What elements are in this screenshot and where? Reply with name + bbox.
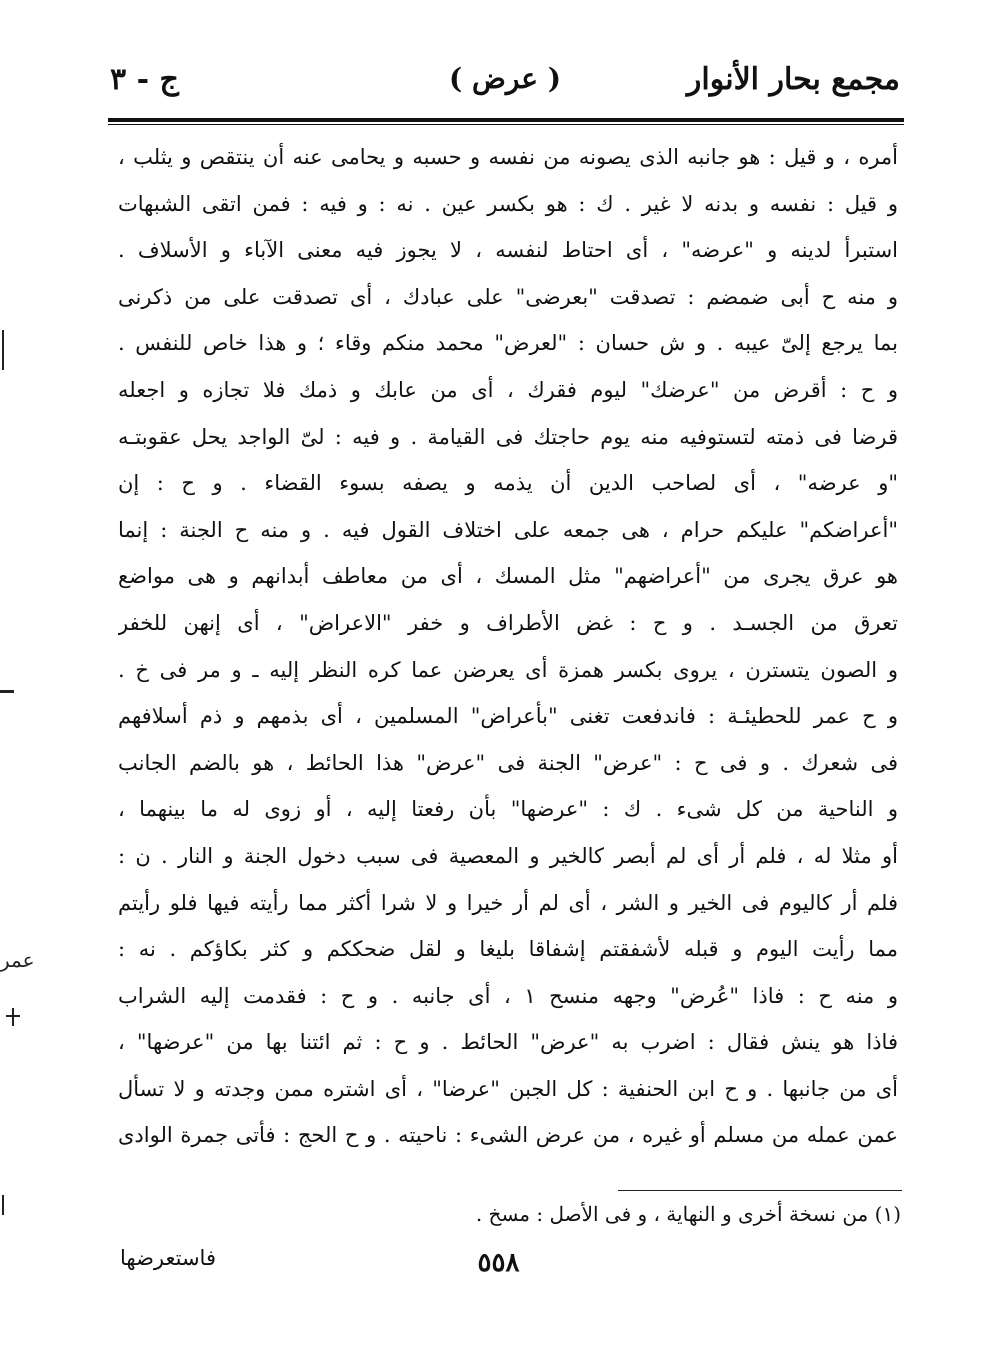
text-line: قرضا فى ذمته لتستوفيه منه يوم حاجتك فى القيامة . و فيه : لىّ الواجد يحل عقوبتـه — [118, 424, 898, 449]
text-line: فى شعرك . و فى ح : "عرض" الجنة فى "عرض" هذا الحائط ، هو بالضم الجانب — [118, 750, 898, 775]
volume-label: ج - ٣ — [110, 62, 179, 97]
edge-mark — [0, 690, 14, 693]
running-header — [110, 62, 900, 112]
text-line: تعرق من الجسـد . و ح : غض الأطراف و خفر "الاعراض" ، أى إنهن للخفر — [118, 610, 898, 635]
text-line: و الناحية من كل شىء . ك : "عرضها" بأن رفعتا إليه ، أو زوى له ما بينهما ، — [118, 797, 898, 822]
edge-mark — [2, 330, 4, 370]
text-line: و ح عمر للحطيئـة : فاندفعت تغنى "بأعراض" المسلمين ، أى بذمهم و ذم أسلافهم — [118, 704, 898, 729]
text-line: و ح : أقرض من "عرضك" ليوم فقرك ، أى من عابك و ذمك فلا تجازه و اجعله — [118, 377, 898, 402]
edge-mark — [12, 1008, 14, 1026]
footnote-rule — [618, 1190, 902, 1191]
page-number: ٥٥٨ — [477, 1248, 520, 1278]
text-line: عمن عمله من مسلم أو غيره ، من عرض الشىء : ناحيته . و ح الحج : فأتى جمرة الوادى — [118, 1123, 898, 1148]
text-line: أمره ، و قيل : هو جانبه الذى يصونه من نفسه و حسبه و يحامى عنه أن ينتقص و يثلب ، — [118, 145, 898, 169]
catchword: فاستعرضها — [120, 1246, 216, 1270]
text-line: بما يرجع إلىّ عيبه . و ش حسان : "لعرض" محمد منكم وقاء ؛ و هذا خاص للنفس . — [118, 331, 898, 356]
text-line: استبرأ لدينه و "عرضه" ، أى احتاط لنفسه ، لا يجوز فيه معنى الآباء و الأسلاف . — [118, 238, 898, 263]
edge-mark — [2, 1195, 4, 1215]
header-rule — [108, 118, 904, 122]
text-line: فاذا هو ينش فقال : اضرب به "عرض" الحائط . و ح : ثم ائتنا بها من "عرضها" ، — [118, 1030, 898, 1055]
text-line: و منه ح أبى ضمضم : تصدقت "بعرضى" على عبادك ، أى تصدقت على من ذكرنى — [118, 284, 898, 309]
text-line: أى من جانبها . و ح ابن الحنفية : كل الجبن "عرضا" ، أى اشتره ممن وجدته و لا تسأل — [118, 1076, 898, 1101]
text-line: فلم أر كاليوم فى الخير و الشر ، أى لم أر خيرا و لا شرا أكثر مما رأيته فيها فلو رأيتم — [118, 890, 898, 915]
text-line: "و عرضه" ، أى لصاحب الدين أن يذمه و يصفه بسوء القضاء . و ح : إن — [118, 471, 898, 496]
margin-note: عمر — [0, 948, 35, 972]
book-title: مجمع بحار الأنوار — [686, 62, 900, 97]
header-rule-thin — [108, 124, 904, 125]
text-line: أو مثلا له ، فلم أر أى لم أبصر كالخير و المعصية فى سبب دخول الجنة و النار . ن : — [118, 843, 898, 868]
text-line: مما رأيت اليوم و قبله لأشفقتم إشفاقا بليغا و لقل ضحككم و كثر بكاؤكم . نه : — [118, 937, 898, 962]
text-line: و الصون يتسترن ، يروى بكسر همزة أى يعرضن عما كره النظر إليه ـ و مر فى خ . — [118, 657, 898, 682]
text-line: و قيل : نفسه و بدنه لا غير . ك : هو بكسر عين . نه : و فيه : فمن اتقى الشبهات — [118, 191, 898, 216]
text-line: هو عرق يجرى من "أعراضهم" مثل المسك ، أى من معاطف أبدانهم و هى مواضع — [118, 564, 898, 589]
text-line: و منه ح : فاذا "عُرض" وجهه منسح ١ ، أى جانبه . و ح : فقدمت إليه الشراب — [118, 983, 898, 1008]
footnote: (١) من نسخة أخرى و النهاية ، و فى الأصل : مسخ . — [475, 1202, 901, 1226]
entry-heading: ( عرض ) — [449, 62, 561, 95]
body-text — [118, 134, 898, 1159]
text-line: "أعراضكم" عليكم حرام ، هى جمعه على اختلاف القول فيه . و منه ح الجنة : إنما — [118, 517, 898, 542]
